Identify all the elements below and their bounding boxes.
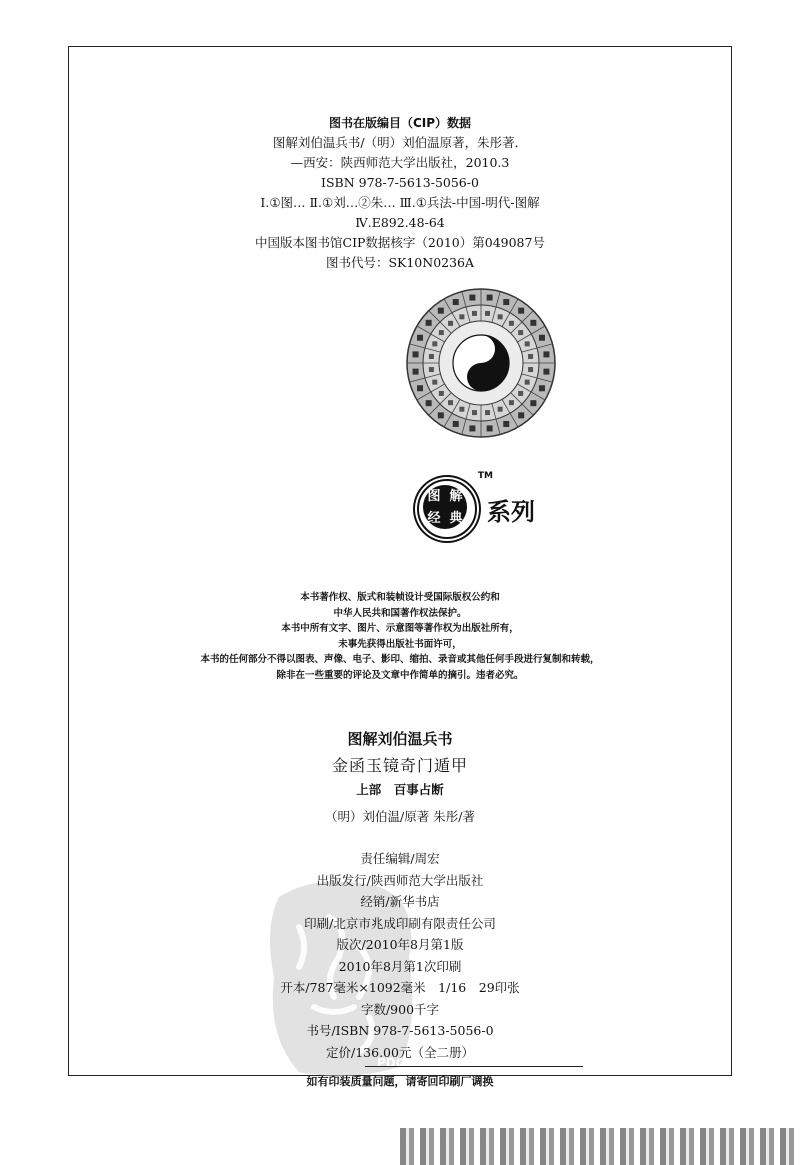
cip-title: 图书在版编目（CIP）数据	[328, 116, 472, 130]
cip-line: Ⅰ.①图… Ⅱ.①刘…②朱… Ⅲ.①兵法-中国-明代-图解	[260, 195, 540, 210]
book-title: 图解刘伯温兵书	[347, 730, 453, 748]
taiji-bagua-wheel-icon	[405, 287, 557, 439]
cip-line: 中国版本图书馆CIP数据核字（2010）第049087号	[255, 235, 545, 250]
badge-char: 图	[427, 488, 441, 504]
publishing-line: 出版发行/陕西师范大学出版社	[316, 872, 484, 888]
badge-char: 经	[427, 510, 441, 526]
cip-line: Ⅳ.E892.48-64	[355, 215, 445, 230]
publishing-line: 2010年8月第1次印刷	[338, 958, 462, 974]
publishing-line: 版次/2010年8月第1版	[336, 937, 464, 952]
badge-char: 解	[449, 488, 463, 504]
publishing-line: 定价/136.00元（全二册）	[326, 1044, 474, 1060]
badge-char: 典	[449, 510, 463, 526]
page-frame	[68, 46, 732, 1088]
publishing-line: 书号/ISBN 978-7-5613-5056-0	[306, 1023, 494, 1038]
copyright-line: 除非在一些重要的评论及文章中作简单的摘引。违者必究。	[276, 669, 524, 681]
cip-block	[69, 113, 731, 273]
series-logo	[417, 471, 535, 541]
copyright-line: 中华人民共和国著作权法保护。	[333, 607, 467, 619]
series-label: 系列	[487, 497, 535, 526]
publishing-line: 印刷/北京市兆成印刷有限责任公司	[304, 915, 496, 931]
copyright-line: 未事先获得出版社书面许可，	[338, 638, 462, 650]
publishing-line: 责任编辑/周宏	[360, 851, 440, 866]
trademark-mark: TM	[477, 471, 493, 481]
publishing-line: 字数/900千字	[360, 1001, 440, 1017]
cip-line: ISBN 978-7-5613-5056-0	[321, 175, 479, 190]
cip-line: 图书代号：SK10N0236A	[325, 255, 475, 270]
publishing-line: 开本/787毫米×1092毫米 1/16 29印张	[280, 980, 520, 995]
copyright-notice	[69, 590, 731, 683]
copyright-line: 本书的任何部分不得以图表、声像、电子、影印、缩拍、录音或其他任何手段进行复制和转载，	[200, 654, 600, 665]
scan-artifact	[400, 1128, 800, 1165]
cip-line: —西安：陕西师范大学出版社，2010.3	[290, 155, 510, 170]
cip-line: 图解刘伯温兵书/（明）刘伯温原著，朱彤著．	[272, 135, 528, 150]
book-authors: （明）刘伯温/原著 朱彤/著	[325, 809, 475, 824]
quality-notice: 如有印装质量问题，请寄回印刷厂调换	[306, 1075, 494, 1088]
copyright-line: 本书著作权、版式和装帧设计受国际版权公约和	[300, 592, 500, 603]
book-part: 上部 百事占断	[356, 782, 444, 797]
copyright-line: 本书中所有文字、图片、示意图等著作权为出版社所有，	[281, 623, 519, 634]
divider	[365, 1066, 583, 1067]
publishing-info	[69, 848, 731, 1063]
watermark-text: PDG	[377, 1056, 406, 1070]
series-badge-icon	[417, 471, 493, 539]
publishing-line: 经销/新华书店	[360, 894, 440, 909]
book-subtitle: 金函玉镜奇门遁甲	[331, 756, 468, 775]
